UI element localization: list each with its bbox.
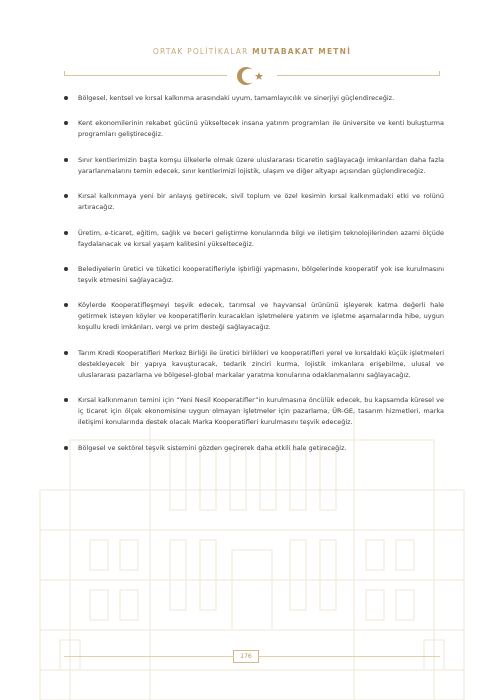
- header-rule-left: [64, 75, 227, 76]
- list-item-text: Tarım Kredi Kooperatifleri Merkez Birliği ile üretici birlikleri ve kooperatifleri yerel ve kırsaldaki küçük işletmeleri destekleyecek bir yapıya kavuşturacak, tedarik zinciri kurma, lojistik imkanlara erişebilme, ulusal ve uluslararası pazarlama ve bölgesel-global markalar yaratma konularına odaklanmalarını sağlayacağız.: [78, 348, 444, 379]
- list-item-text: Bölgesel, kentsel ve kırsal kalkınma arasındaki uyum, tamamlayıcılık ve sinerjiyi güçlendireceğiz.: [78, 94, 395, 102]
- list-item-text: Kırsal kalkınmanın temini için “Yeni Nesil Kooperatifler”in kurulmasına öncülük edecek, bu kapsamda küresel ve iç ticaret için ölçek ekonomisine uygun olmayan işletmeler için pazarlama, ÜR-GE, tasarım hizmetleri, marka iletişimi konularında destek olacak Marka Kooperatifleri kurulmasını teşvik edeceğiz.: [78, 396, 444, 427]
- bullet-dot: [64, 398, 68, 402]
- list-item: [64, 395, 444, 428]
- list-item-text: Kırsal kalkınmaya yeni bir anlayış getirecek, sivil toplum ve özel kesimin kırsal kalkınmadaki etki ve rolünü artıracağız.: [78, 192, 444, 212]
- bullet-dot: [64, 121, 68, 125]
- policy-bullet-list: [64, 93, 444, 468]
- list-item-text: Üretim, e-ticaret, eğitim, sağlık ve beceri geliştirme konularında bilgi ve iletişim teknolojilerinden azami ölçüde faydalanacak ve kırsal yaşam kalitesini yükselteceğiz.: [78, 228, 444, 248]
- list-item-text: Belediyelerin üretici ve tüketici kooperatifleriyle işbirliği yapmasını, bölgelerinde kooperatif yok ise kurulmasını teşvik etmesini sağlayacağız.: [78, 264, 444, 284]
- list-item: [64, 228, 444, 250]
- bullet-dot: [64, 158, 68, 162]
- bullet-dot: [64, 231, 68, 235]
- bullet-dot: [64, 446, 68, 450]
- bullet-dot: [64, 194, 68, 198]
- header-title-bold: MUTABAKAT METNİ: [252, 47, 352, 56]
- list-item: [64, 300, 444, 333]
- list-item: [64, 443, 444, 454]
- bullet-dot: [64, 96, 68, 100]
- crescent-star-icon: [232, 64, 272, 88]
- bullet-dot: [64, 267, 68, 271]
- header-rule-cap-right: [439, 71, 440, 76]
- footer-rule-left: [64, 656, 233, 657]
- list-item: [64, 264, 444, 286]
- page-number: 176: [233, 650, 259, 663]
- header-title-light: ORTAK POLİTİKALAR: [152, 47, 249, 56]
- bullet-dot: [64, 351, 68, 355]
- bullet-dot: [64, 303, 68, 307]
- list-item-text: Bölgesel ve sektörel teşvik sistemini gözden geçirerek daha etkili hale getireceğiz.: [78, 443, 347, 452]
- footer-rule-right: [259, 656, 440, 657]
- header-rule-right: [277, 75, 440, 76]
- list-item: [64, 118, 444, 140]
- list-item: [64, 93, 444, 104]
- list-item: [64, 348, 444, 381]
- list-item-text: Sınır kentlerimizin başta komşu ülkelerle olmak üzere uluslararası ticaretin sağlayacağı imkanlardan daha fazla yararlanmalarını temin edecek, sınır kentlerimizi lojistik, ulaşım ve diğer altyapı açısından güçlendireceğiz.: [78, 155, 444, 175]
- list-item-text: Kent ekonomilerinin rekabet gücünü yükseltecek insana yatırım programları ile üniversite ve kenti buluşturma programları geliştireceğiz.: [78, 119, 444, 139]
- list-item-text: Köylerde Kooperatifleşmeyi teşvik edecek, tarımsal ve hayvansal ürününü işleyerek katma değerli hale getirmek isteyen köyler ve kooperatiflerin kuracakları işletmelere yatırım ve işletme aşamalarında hibe, uygun koşullu kredi imkânları, vergi ve prim desteği sağlayacağız.: [78, 301, 444, 332]
- list-item: [64, 191, 444, 213]
- running-header: [0, 47, 504, 56]
- list-item: [64, 155, 444, 177]
